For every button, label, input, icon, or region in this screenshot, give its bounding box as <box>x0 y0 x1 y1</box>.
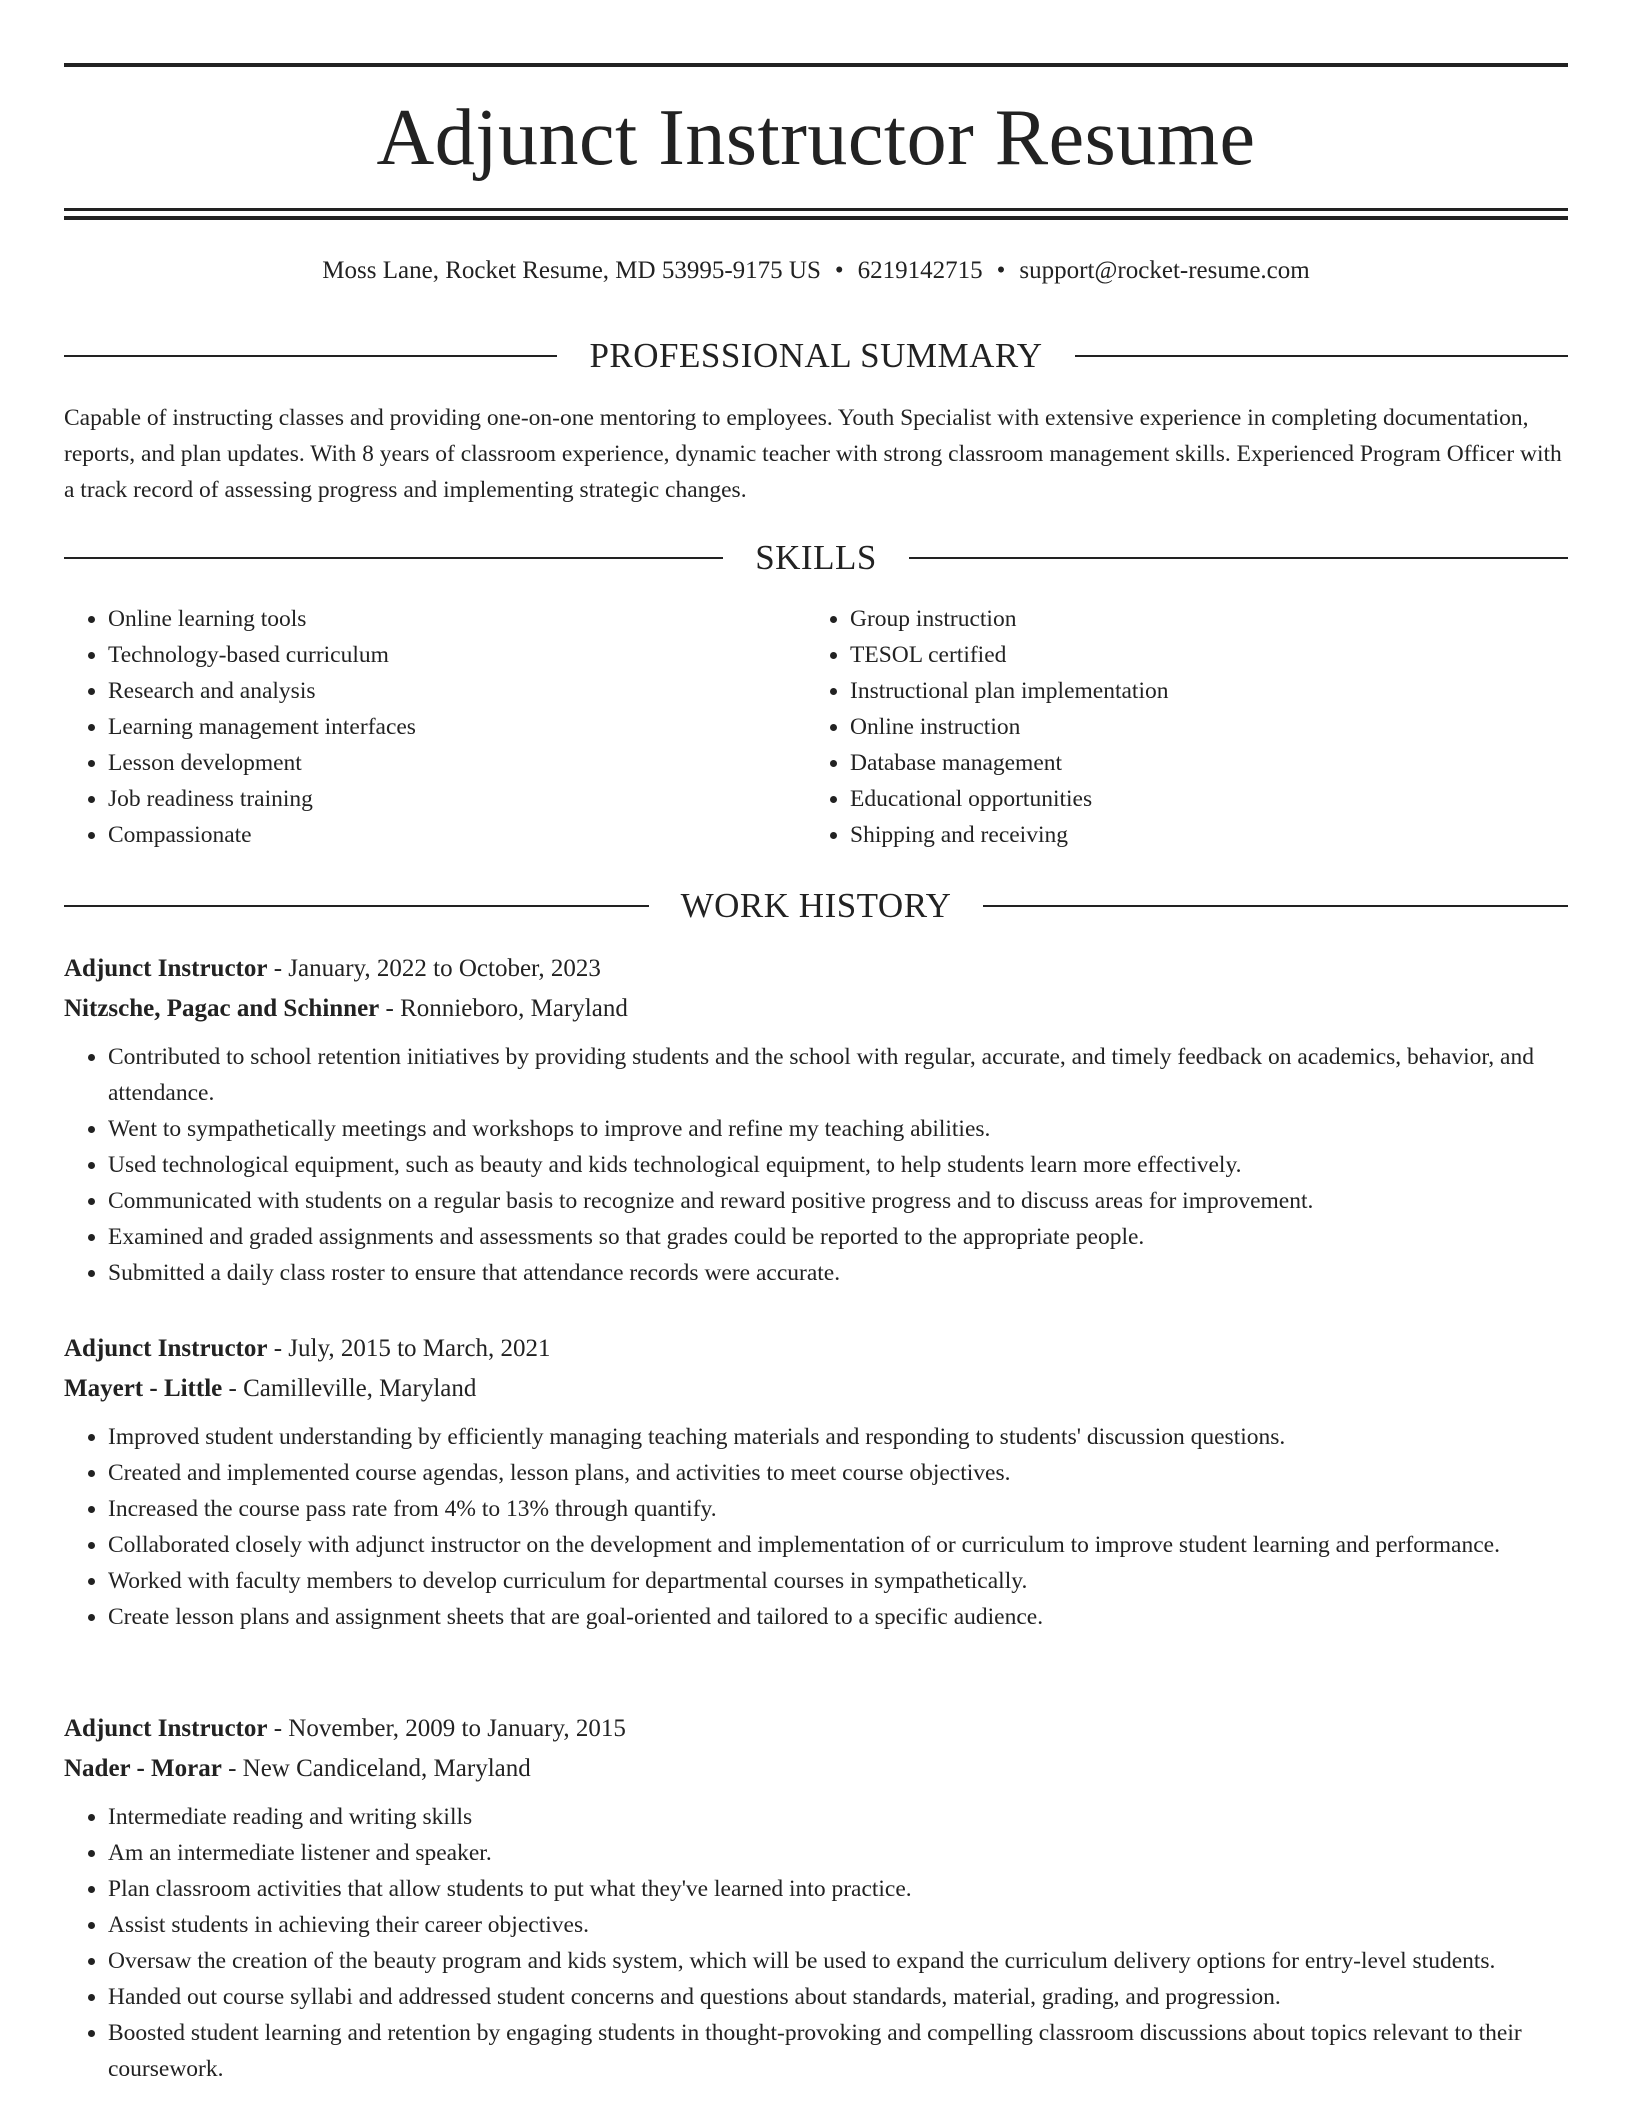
job-entry <box>64 1329 1568 1635</box>
top-rule <box>64 63 1568 67</box>
job-bullet: • Collaborated closely with adjunct instructor on the development and implementation of or curriculum to improve student learning and performance. <box>108 1527 1568 1563</box>
skill-item: • Instructional plan implementation <box>850 673 1548 709</box>
work-heading <box>64 884 1568 928</box>
job-entry <box>64 949 1568 1291</box>
heading-rule-left <box>64 557 723 559</box>
job-bullet: • Created and implemented course agendas, lesson plans, and activities to meet course objectives. <box>108 1455 1568 1491</box>
job-location: - New Candiceland, Maryland <box>221 1755 531 1782</box>
job-bullets <box>64 1419 1568 1635</box>
contact-separator: • <box>996 257 1006 284</box>
skills-column-left <box>64 601 806 853</box>
job-dates: - November, 2009 to January, 2015 <box>267 1715 626 1742</box>
job-bullet: • Worked with faculty members to develop curriculum for departmental courses in sympathetically. <box>108 1563 1568 1599</box>
job-bullet: • Went to sympathetically meetings and workshops to improve and refine my teaching abilities. <box>108 1111 1568 1147</box>
title-rule-lower <box>64 216 1568 220</box>
skill-item: • Educational opportunities <box>850 781 1548 817</box>
job-dates: - July, 2015 to March, 2021 <box>267 1335 551 1362</box>
job-title-line <box>64 1329 1568 1369</box>
job-bullet: • Am an intermediate listener and speaker. <box>108 1835 1568 1871</box>
contact-address: Moss Lane, Rocket Resume, MD 53995-9175 US <box>322 257 821 284</box>
skill-item: • Compassionate <box>108 817 806 853</box>
job-bullet: • Plan classroom activities that allow students to put what they've learned into practice. <box>108 1871 1568 1907</box>
job-bullets <box>64 1799 1568 2087</box>
skill-item: • Technology-based curriculum <box>108 637 806 673</box>
job-company: Nitzsche, Pagac and Schinner <box>64 995 380 1022</box>
skill-item: • Lesson development <box>108 745 806 781</box>
job-bullet: • Intermediate reading and writing skills <box>108 1799 1568 1835</box>
job-dates: - January, 2022 to October, 2023 <box>267 955 601 982</box>
job-bullet: • Improved student understanding by efficiently managing teaching materials and responding to students' discussion questions. <box>108 1419 1568 1455</box>
skill-item: • Database management <box>850 745 1548 781</box>
contact-email: support@rocket-resume.com <box>1019 257 1310 284</box>
job-bullet: • Assist students in achieving their career objectives. <box>108 1907 1568 1943</box>
contact-phone: 6219142715 <box>857 257 983 284</box>
heading-rule-left <box>64 905 649 907</box>
skills-heading <box>64 536 1568 580</box>
skill-item: • Online learning tools <box>108 601 806 637</box>
job-bullet: • Increased the course pass rate from 4% to 13% through quantify. <box>108 1491 1568 1527</box>
job-bullet: • Contributed to school retention initiatives by providing students and the school with regular, accurate, and timely feedback on academics, behavior, and attendance. <box>108 1039 1568 1111</box>
skills-list <box>64 601 1568 853</box>
job-company: Mayert - Little <box>64 1375 223 1402</box>
summary-heading <box>64 334 1568 378</box>
job-title: Adjunct Instructor <box>64 1335 268 1362</box>
job-bullet: • Handed out course syllabi and addressed student concerns and questions about standards, material, grading, and progression. <box>108 1979 1568 2015</box>
job-bullets <box>64 1039 1568 1291</box>
skill-item: • Group instruction <box>850 601 1548 637</box>
job-title: Adjunct Instructor <box>64 1715 268 1742</box>
job-company-line <box>64 989 1568 1029</box>
skill-item: • TESOL certified <box>850 637 1548 673</box>
job-bullet: • Oversaw the creation of the beauty program and kids system, which will be used to expand the curriculum delivery options for entry-level students. <box>108 1943 1568 1979</box>
contact-separator: • <box>834 257 844 284</box>
job-company-line <box>64 1749 1568 1789</box>
skill-item: • Research and analysis <box>108 673 806 709</box>
job-title-line <box>64 1709 1568 1749</box>
job-location: - Ronnieboro, Maryland <box>379 995 628 1022</box>
work-heading-label: WORK HISTORY <box>680 886 952 925</box>
skills-heading-label: SKILLS <box>755 538 877 577</box>
skill-item: • Learning management interfaces <box>108 709 806 745</box>
job-bullet: • Communicated with students on a regular basis to recognize and reward positive progress and to discuss areas for improvement. <box>108 1183 1568 1219</box>
job-location: - Camilleville, Maryland <box>222 1375 477 1402</box>
job-entry <box>64 1709 1568 2087</box>
contact-line <box>64 254 1568 288</box>
heading-rule-right <box>1075 355 1568 357</box>
heading-rule-right <box>983 905 1568 907</box>
skills-column-right <box>806 601 1548 853</box>
job-company: Nader - Morar <box>64 1755 222 1782</box>
job-bullet: • Create lesson plans and assignment sheets that are goal-oriented and tailored to a specific audience. <box>108 1599 1568 1635</box>
heading-rule-right <box>909 557 1568 559</box>
heading-rule-left <box>64 355 557 357</box>
skill-item: • Online instruction <box>850 709 1548 745</box>
job-bullet: • Examined and graded assignments and assessments so that grades could be reported to the appropriate people. <box>108 1219 1568 1255</box>
resume-title: Adjunct Instructor Resume <box>376 94 1256 182</box>
skill-item: • Shipping and receiving <box>850 817 1548 853</box>
job-bullet: • Used technological equipment, such as beauty and kids technological equipment, to help students learn more effectively. <box>108 1147 1568 1183</box>
skill-item: • Job readiness training <box>108 781 806 817</box>
job-title-line <box>64 949 1568 989</box>
job-bullet: • Boosted student learning and retention by engaging students in thought-provoking and compelling classroom discussions about topics relevant to their coursework. <box>108 2015 1568 2087</box>
title-rule-upper <box>64 208 1568 211</box>
summary-text: Capable of instructing classes and providing one-on-one mentoring to employees. Youth Specialist with extensive experience in completing documentation, reports, and plan updates. With 8 years of classroom experience, dynamic teacher with strong classroom management skills. Experienced Program Officer with a track record of assessing progress and implementing strategic changes. <box>64 405 1562 503</box>
job-title: Adjunct Instructor <box>64 955 268 982</box>
job-bullet: • Submitted a daily class roster to ensure that attendance records were accurate. <box>108 1255 1568 1291</box>
job-company-line <box>64 1369 1568 1409</box>
summary-heading-label: PROFESSIONAL SUMMARY <box>589 336 1043 375</box>
